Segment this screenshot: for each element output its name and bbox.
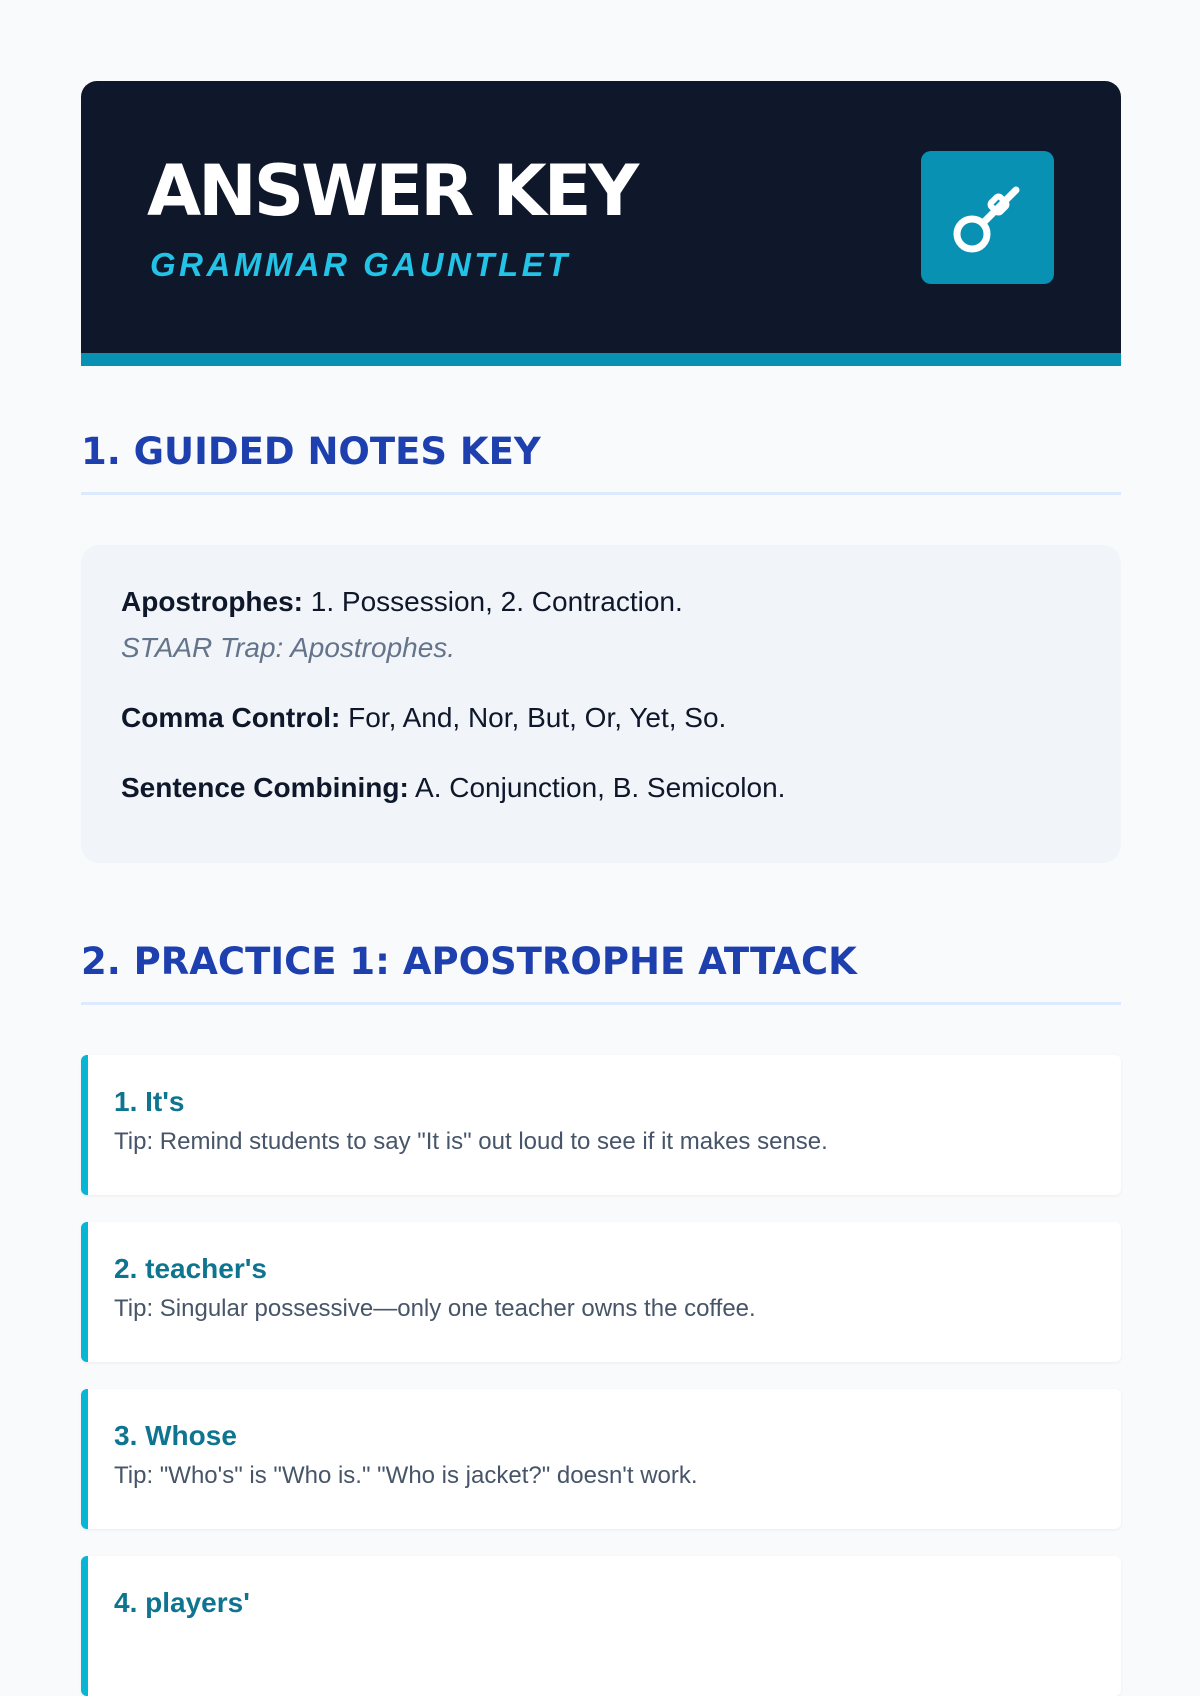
answer-tip: Tip: "Who's" is "Who is." "Who is jacket?" doesn't work. [114, 1462, 698, 1489]
answer-title: 1. It's [114, 1086, 185, 1117]
page-subtitle: GRAMMAR GAUNTLET [150, 246, 571, 283]
section-title-guided-notes: 1. GUIDED NOTES KEY [81, 430, 1121, 495]
note-comma-control [121, 701, 1081, 735]
note-label: Apostrophes: [121, 586, 303, 617]
note-text: A. Conjunction, B. Semicolon. [408, 772, 786, 803]
answer-card [81, 1556, 1121, 1696]
note-apostrophes [121, 585, 1081, 619]
answer-tip: Tip: Remind students to say "It is" out loud to see if it makes sense. [114, 1128, 828, 1155]
section-title-practice-1: 2. PRACTICE 1: APOSTROPHE ATTACK [81, 940, 1121, 1005]
answer-card [81, 1389, 1121, 1529]
note-text: 1. Possession, 2. Contraction. [303, 586, 683, 617]
page-title: ANSWER KEY [147, 150, 637, 232]
note-label: Comma Control: [121, 702, 341, 733]
answer-title: 2. teacher's [114, 1253, 267, 1284]
note-sentence-combining [121, 771, 1081, 805]
answer-title: 4. players' [114, 1587, 250, 1618]
header-banner [81, 81, 1121, 366]
note-label: Sentence Combining: [121, 772, 409, 803]
answer-title: 3. Whose [114, 1420, 237, 1451]
guided-notes-box [81, 545, 1121, 863]
key-icon [950, 180, 1026, 256]
key-badge [921, 151, 1054, 284]
staar-trap-note: STAAR Trap: Apostrophes. [121, 632, 456, 663]
answer-card [81, 1055, 1121, 1195]
answer-card [81, 1222, 1121, 1362]
note-text: For, And, Nor, But, Or, Yet, So. [340, 702, 727, 733]
answer-key-page [81, 81, 1121, 1618]
answer-tip: Tip: Singular possessive—only one teacher owns the coffee. [114, 1295, 756, 1322]
